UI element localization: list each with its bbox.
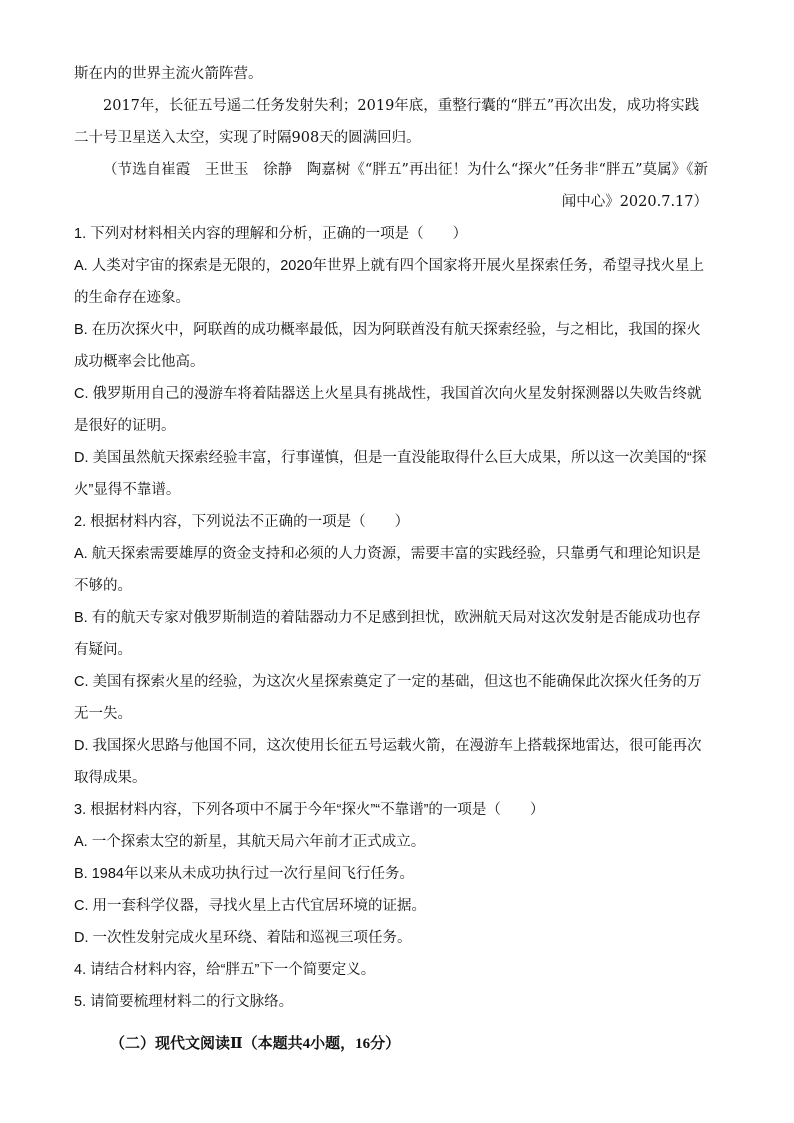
question-2 — [74, 506, 708, 794]
question-option: D. 一次性发射完成火星环绕、着陆和巡视三项任务。 — [74, 930, 412, 946]
history-paragraph: 2017年，长征五号遥二任务发射失利；2019年底，重整行囊的“胖五”再次出发，成功将实践二十号卫星送入太空，实现了时隔908天的圆满回归。 — [74, 98, 700, 146]
question-stem: 3. 根据材料内容，下列各项中不属于今年“探火”“不靠谱”的一项是（ ） — [74, 802, 545, 818]
question-stem: 5. 请简要梳理材料二的行文脉络。 — [74, 994, 294, 1010]
section-title: （二）现代文阅读Ⅱ（本题共4小题，16分） — [110, 1036, 401, 1052]
question-option: B. 有的航天专家对俄罗斯制造的着陆器动力不足感到担忧，欧洲航天局对这次发射是否能成功也存有疑问。 — [74, 610, 701, 658]
question-5 — [74, 986, 708, 1018]
question-list — [74, 218, 708, 1018]
question-option: C. 美国有探索火星的经验，为这次火星探索奠定了一定的基础，但这也不能确保此次探火任务的万无一失。 — [74, 674, 702, 722]
question-option: C. 用一套科学仪器，寻找火星上古代宜居环境的证据。 — [74, 898, 427, 914]
question-stem: 2. 根据材料内容，下列说法不正确的一项是（ ） — [74, 514, 410, 530]
question-option: A. 航天探索需要雄厚的资金支持和必须的人力资源，需要丰富的实践经验，只靠勇气和理论知识是不够的。 — [74, 546, 701, 594]
intro-fragment: 斯在内的世界主流火箭阵营。 — [74, 66, 263, 82]
question-option: A. 人类对宇宙的探索是无限的，2020年世界上就有四个国家将开展火星探索任务，希望寻找火星上的生命存在迹象。 — [74, 258, 704, 306]
question-stem: 1. 下列对材料相关内容的理解和分析，正确的一项是（ ） — [74, 226, 468, 242]
question-4 — [74, 954, 708, 986]
question-option: A. 一个探索太空的新星，其航天局六年前才正式成立。 — [74, 834, 426, 850]
question-option: B. 在历次探火中，阿联酋的成功概率最低，因为阿联酋没有航天探索经验，与之相比，我国的探火成功概率会比他高。 — [74, 322, 701, 370]
question-stem: 4. 请结合材料内容，给“胖五”下一个简要定义。 — [74, 962, 376, 978]
question-option: B. 1984年以来从未成功执行过一次行星间飞行任务。 — [74, 866, 414, 882]
question-option: D. 我国探火思路与他国不同，这次使用长征五号运载火箭，在漫游车上搭载探地雷达，很可能再次取得成果。 — [74, 738, 702, 786]
question-option: D. 美国虽然航天探索经验丰富，行事谨慎，但是一直没能取得什么巨大成果，所以这一次美国的“探火”显得不靠谱。 — [74, 450, 707, 498]
source-note: （节选自崔霞 王世玉 徐静 陶嘉树《“胖五”再出征！为什么“探火”任务非“胖五”莫属》《新闻中心》2020.7.17） — [103, 162, 708, 210]
question-1 — [74, 218, 708, 506]
question-option: C. 俄罗斯用自己的漫游车将着陆器送上火星具有挑战性，我国首次向火星发射探测器以失败告终就是很好的证明。 — [74, 386, 702, 434]
question-3 — [74, 794, 708, 954]
